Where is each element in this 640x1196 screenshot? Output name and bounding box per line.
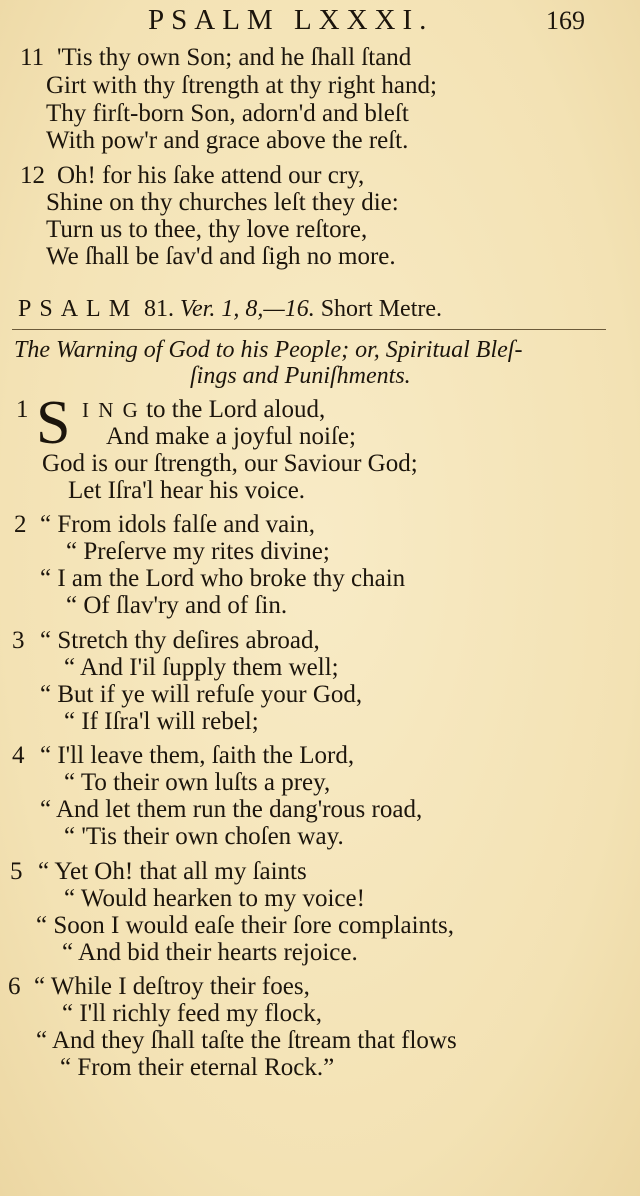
psalm-subtitle-continued: ſings and Puniſhments. — [190, 363, 411, 389]
psalm-verses: Ver. 1, 8,—16. — [180, 296, 315, 322]
verse-line: “ To their own luſts a prey, — [64, 769, 331, 796]
verse-line: “ From their eternal Rock.” — [60, 1054, 335, 1081]
verse-line: “ Would hearken to my voice! — [64, 885, 365, 912]
verse-line — [82, 396, 325, 424]
verse-line: God is our ſtrength, our Saviour God; — [42, 450, 418, 477]
first-line-rest: to the Lord aloud, — [146, 396, 326, 423]
verse-line: 'Tis thy own Son; and he ſhall ſtand — [57, 44, 412, 71]
verse-line: “ 'Tis their own choſen way. — [64, 823, 344, 850]
verse-line: “ Yet Oh! that all my ſaints — [38, 858, 307, 885]
verse-line: And make a joyful noiſe; — [106, 423, 356, 450]
verse-line: We ſhall be ſav'd and ſigh no more. — [46, 243, 396, 270]
verse-line: “ I'll richly feed my flock, — [62, 1000, 322, 1027]
stanza-number: 12 — [20, 162, 45, 189]
verse-line: Thy firſt-born Son, adorn'd and bleſt — [46, 100, 409, 127]
first-word: I N G — [82, 398, 140, 422]
verse-line: With pow'r and grace above the reſt. — [46, 127, 409, 154]
verse-line: “ And they ſhall taſte the ſtream that flows — [36, 1027, 457, 1054]
stanza-number: 5 — [10, 858, 23, 885]
verse-line: “ Preſerve my rites divine; — [66, 538, 330, 565]
psalm-metre: Short Metre. — [320, 296, 443, 322]
verse-line: “ And bid their hearts rejoice. — [62, 939, 358, 966]
running-title: PSALM LXXXI. — [148, 4, 434, 36]
verse-line: “ Of ſlav'ry and of ſin. — [66, 592, 288, 619]
page-number: 169 — [546, 6, 585, 35]
psalm-heading — [18, 294, 442, 324]
verse-line: “ Stretch thy deſires abroad, — [40, 627, 320, 654]
verse-line: “ But if ye will refuſe your God, — [40, 681, 363, 708]
psalm-subtitle: The Warning of God to his People; or, Spiritual Bleſ- — [14, 337, 523, 363]
verse-line: “ From idols falſe and vain, — [40, 511, 315, 538]
verse-line: Let Iſra'l hear his voice. — [68, 477, 306, 504]
stanza-number: 6 — [8, 973, 21, 1000]
verse-line: Shine on thy churches leſt they die: — [46, 189, 399, 216]
psalm-number: 81. — [144, 296, 175, 322]
stanza-number: 2 — [14, 511, 27, 538]
heading-rule — [12, 329, 606, 330]
stanza-number: 11 — [20, 44, 45, 71]
verse-line: “ And I'il ſupply them well; — [64, 654, 339, 681]
verse-line: “ Soon I would eaſe their ſore complaints, — [36, 912, 454, 939]
verse-line: “ While I deſtroy their foes, — [34, 973, 310, 1000]
psalm-label: PSALM — [18, 296, 139, 322]
verse-line: “ I'll leave them, ſaith the Lord, — [40, 742, 355, 769]
verse-line: Oh! for his ſake attend our cry, — [57, 162, 365, 189]
drop-cap: S — [36, 389, 71, 457]
stanza-number: 4 — [12, 742, 25, 769]
stanza-number: 3 — [12, 627, 25, 654]
verse-line: “ I am the Lord who broke thy chain — [40, 565, 406, 592]
verse-line: Turn us to thee, thy love reſtore, — [46, 216, 368, 243]
verse-line: “ If Iſra'l will rebel; — [64, 708, 259, 735]
stanza-number: 1 — [16, 396, 29, 423]
verse-line: Girt with thy ſtrength at thy right hand; — [46, 72, 437, 99]
verse-line: “ And let them run the dang'rous road, — [40, 796, 423, 823]
running-header — [0, 2, 640, 42]
